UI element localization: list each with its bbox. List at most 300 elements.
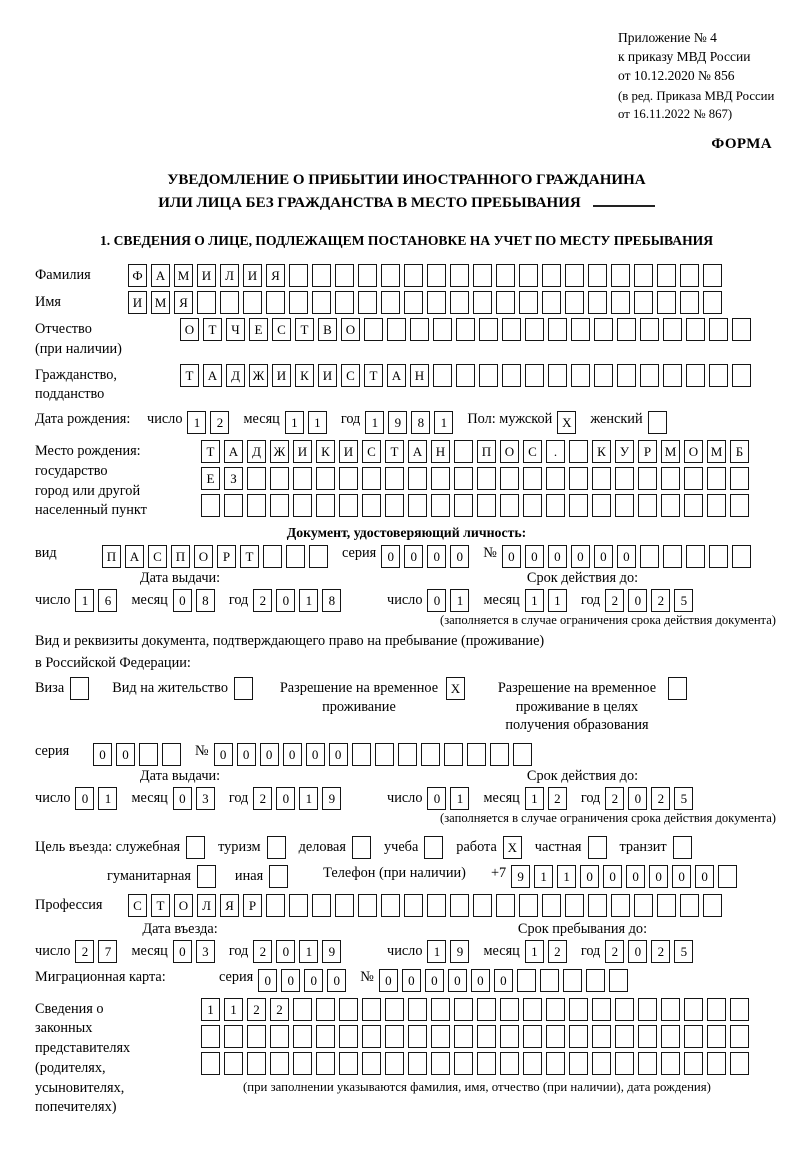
char-cell[interactable] xyxy=(477,494,496,517)
char-cell[interactable] xyxy=(730,998,749,1021)
char-cell[interactable] xyxy=(686,545,705,568)
char-cell[interactable]: О xyxy=(500,440,519,463)
char-cell[interactable] xyxy=(289,894,308,917)
char-cell[interactable]: 0 xyxy=(628,589,647,612)
char-cell[interactable]: Т xyxy=(203,318,222,341)
char-cell[interactable]: 2 xyxy=(605,589,624,612)
char-cell[interactable] xyxy=(661,1025,680,1048)
char-cell[interactable]: Л xyxy=(220,264,239,287)
char-cell[interactable]: 0 xyxy=(402,969,421,992)
char-cell[interactable]: 0 xyxy=(427,589,446,612)
char-cell[interactable] xyxy=(657,894,676,917)
char-cell[interactable] xyxy=(408,1052,427,1075)
char-cell[interactable] xyxy=(707,1052,726,1075)
char-cell[interactable] xyxy=(673,836,692,859)
char-cell[interactable] xyxy=(640,318,659,341)
char-cell[interactable] xyxy=(444,743,463,766)
char-cell[interactable] xyxy=(548,318,567,341)
char-cell[interactable]: О xyxy=(174,894,193,917)
char-cell[interactable]: М xyxy=(174,264,193,287)
char-cell[interactable] xyxy=(565,264,584,287)
char-cell[interactable] xyxy=(657,264,676,287)
char-cell[interactable] xyxy=(615,998,634,1021)
char-cell[interactable]: 0 xyxy=(525,545,544,568)
char-cell[interactable] xyxy=(404,291,423,314)
char-cell[interactable]: 0 xyxy=(649,865,668,888)
char-cell[interactable] xyxy=(408,494,427,517)
char-cell[interactable] xyxy=(293,1025,312,1048)
char-cell[interactable] xyxy=(569,998,588,1021)
char-cell[interactable]: 1 xyxy=(187,411,206,434)
char-cell[interactable] xyxy=(638,1025,657,1048)
char-cell[interactable] xyxy=(661,1052,680,1075)
char-cell[interactable]: 1 xyxy=(299,787,318,810)
char-cell[interactable]: 1 xyxy=(224,998,243,1021)
char-cell[interactable] xyxy=(732,318,751,341)
char-cell[interactable] xyxy=(312,291,331,314)
char-cell[interactable] xyxy=(546,1052,565,1075)
char-cell[interactable] xyxy=(680,291,699,314)
char-cell[interactable] xyxy=(615,1025,634,1048)
char-cell[interactable] xyxy=(502,318,521,341)
char-cell[interactable] xyxy=(732,364,751,387)
char-cell[interactable]: Т xyxy=(180,364,199,387)
char-cell[interactable]: Я xyxy=(266,264,285,287)
char-cell[interactable] xyxy=(316,998,335,1021)
char-cell[interactable] xyxy=(335,291,354,314)
char-cell[interactable] xyxy=(686,318,705,341)
char-cell[interactable] xyxy=(500,998,519,1021)
char-cell[interactable]: 1 xyxy=(285,411,304,434)
char-cell[interactable]: И xyxy=(318,364,337,387)
char-cell[interactable] xyxy=(224,494,243,517)
char-cell[interactable] xyxy=(588,836,607,859)
char-cell[interactable]: 2 xyxy=(605,787,624,810)
char-cell[interactable] xyxy=(640,545,659,568)
char-cell[interactable]: И xyxy=(293,440,312,463)
char-cell[interactable] xyxy=(362,494,381,517)
char-cell[interactable]: 0 xyxy=(594,545,613,568)
char-cell[interactable]: Я xyxy=(220,894,239,917)
char-cell[interactable] xyxy=(615,467,634,490)
char-cell[interactable]: 0 xyxy=(628,940,647,963)
char-cell[interactable] xyxy=(263,545,282,568)
char-cell[interactable] xyxy=(638,467,657,490)
char-cell[interactable]: Ф xyxy=(128,264,147,287)
char-cell[interactable]: 2 xyxy=(210,411,229,434)
char-cell[interactable]: 1 xyxy=(525,787,544,810)
char-cell[interactable]: 2 xyxy=(253,589,272,612)
char-cell[interactable]: 0 xyxy=(427,787,446,810)
char-cell[interactable] xyxy=(431,467,450,490)
char-cell[interactable]: Р xyxy=(217,545,236,568)
char-cell[interactable]: Т xyxy=(240,545,259,568)
char-cell[interactable]: 9 xyxy=(322,940,341,963)
char-cell[interactable] xyxy=(571,318,590,341)
char-cell[interactable] xyxy=(454,440,473,463)
char-cell[interactable] xyxy=(477,467,496,490)
char-cell[interactable] xyxy=(615,1052,634,1075)
char-cell[interactable] xyxy=(523,467,542,490)
char-cell[interactable]: 2 xyxy=(253,787,272,810)
char-cell[interactable]: А xyxy=(125,545,144,568)
char-cell[interactable]: И xyxy=(272,364,291,387)
char-cell[interactable] xyxy=(339,1052,358,1075)
char-cell[interactable]: 0 xyxy=(93,743,112,766)
char-cell[interactable]: А xyxy=(151,264,170,287)
char-cell[interactable]: М xyxy=(707,440,726,463)
char-cell[interactable] xyxy=(358,894,377,917)
char-cell[interactable] xyxy=(352,836,371,859)
char-cell[interactable] xyxy=(638,998,657,1021)
char-cell[interactable]: 0 xyxy=(502,545,521,568)
char-cell[interactable]: 8 xyxy=(411,411,430,434)
char-cell[interactable] xyxy=(594,364,613,387)
char-cell[interactable] xyxy=(381,291,400,314)
char-cell[interactable] xyxy=(454,1025,473,1048)
char-cell[interactable] xyxy=(267,836,286,859)
char-cell[interactable] xyxy=(454,494,473,517)
char-cell[interactable] xyxy=(309,545,328,568)
char-cell[interactable] xyxy=(546,467,565,490)
char-cell[interactable]: 1 xyxy=(534,865,553,888)
char-cell[interactable]: Ж xyxy=(249,364,268,387)
char-cell[interactable] xyxy=(247,467,266,490)
char-cell[interactable]: Т xyxy=(385,440,404,463)
char-cell[interactable] xyxy=(542,264,561,287)
char-cell[interactable]: С xyxy=(362,440,381,463)
char-cell[interactable] xyxy=(563,969,582,992)
char-cell[interactable] xyxy=(286,545,305,568)
char-cell[interactable]: 0 xyxy=(237,743,256,766)
char-cell[interactable] xyxy=(586,969,605,992)
char-cell[interactable]: 1 xyxy=(299,940,318,963)
char-cell[interactable] xyxy=(247,1025,266,1048)
char-cell[interactable]: 1 xyxy=(450,589,469,612)
char-cell[interactable]: 1 xyxy=(525,589,544,612)
char-cell[interactable] xyxy=(684,1052,703,1075)
char-cell[interactable] xyxy=(201,494,220,517)
char-cell[interactable] xyxy=(454,998,473,1021)
char-cell[interactable] xyxy=(385,1052,404,1075)
char-cell[interactable]: X xyxy=(446,677,465,700)
char-cell[interactable]: А xyxy=(387,364,406,387)
char-cell[interactable] xyxy=(611,894,630,917)
char-cell[interactable] xyxy=(709,545,728,568)
char-cell[interactable]: 0 xyxy=(258,969,277,992)
char-cell[interactable] xyxy=(592,1052,611,1075)
char-cell[interactable] xyxy=(707,1025,726,1048)
char-cell[interactable] xyxy=(201,1052,220,1075)
char-cell[interactable] xyxy=(270,467,289,490)
char-cell[interactable] xyxy=(548,364,567,387)
char-cell[interactable]: 5 xyxy=(674,589,693,612)
char-cell[interactable] xyxy=(410,318,429,341)
char-cell[interactable] xyxy=(479,318,498,341)
char-cell[interactable]: С xyxy=(523,440,542,463)
char-cell[interactable]: 8 xyxy=(196,589,215,612)
char-cell[interactable]: 1 xyxy=(434,411,453,434)
char-cell[interactable] xyxy=(312,894,331,917)
char-cell[interactable] xyxy=(542,291,561,314)
char-cell[interactable] xyxy=(381,894,400,917)
char-cell[interactable]: 0 xyxy=(329,743,348,766)
char-cell[interactable]: С xyxy=(272,318,291,341)
char-cell[interactable]: 0 xyxy=(379,969,398,992)
char-cell[interactable]: Д xyxy=(226,364,245,387)
char-cell[interactable]: 0 xyxy=(494,969,513,992)
char-cell[interactable] xyxy=(385,467,404,490)
char-cell[interactable] xyxy=(709,364,728,387)
char-cell[interactable] xyxy=(450,264,469,287)
char-cell[interactable] xyxy=(362,1052,381,1075)
char-cell[interactable]: 1 xyxy=(201,998,220,1021)
char-cell[interactable] xyxy=(540,969,559,992)
char-cell[interactable] xyxy=(316,467,335,490)
char-cell[interactable]: 1 xyxy=(557,865,576,888)
char-cell[interactable]: 1 xyxy=(308,411,327,434)
char-cell[interactable] xyxy=(477,998,496,1021)
char-cell[interactable] xyxy=(220,291,239,314)
char-cell[interactable] xyxy=(707,494,726,517)
char-cell[interactable] xyxy=(565,291,584,314)
char-cell[interactable] xyxy=(703,264,722,287)
char-cell[interactable] xyxy=(684,467,703,490)
char-cell[interactable] xyxy=(546,1025,565,1048)
char-cell[interactable] xyxy=(684,494,703,517)
char-cell[interactable] xyxy=(519,894,538,917)
char-cell[interactable]: Е xyxy=(249,318,268,341)
char-cell[interactable]: 0 xyxy=(603,865,622,888)
char-cell[interactable]: С xyxy=(148,545,167,568)
char-cell[interactable]: М xyxy=(151,291,170,314)
char-cell[interactable]: 0 xyxy=(283,743,302,766)
char-cell[interactable]: О xyxy=(194,545,213,568)
char-cell[interactable]: 0 xyxy=(75,787,94,810)
char-cell[interactable]: 1 xyxy=(548,589,567,612)
char-cell[interactable] xyxy=(364,318,383,341)
char-cell[interactable]: Е xyxy=(201,467,220,490)
char-cell[interactable] xyxy=(427,894,446,917)
char-cell[interactable]: 0 xyxy=(260,743,279,766)
char-cell[interactable]: 0 xyxy=(173,940,192,963)
char-cell[interactable] xyxy=(668,677,687,700)
char-cell[interactable]: 0 xyxy=(404,545,423,568)
char-cell[interactable] xyxy=(640,364,659,387)
char-cell[interactable]: С xyxy=(341,364,360,387)
char-cell[interactable] xyxy=(569,467,588,490)
char-cell[interactable]: О xyxy=(180,318,199,341)
char-cell[interactable] xyxy=(707,998,726,1021)
char-cell[interactable] xyxy=(431,1052,450,1075)
char-cell[interactable] xyxy=(588,291,607,314)
char-cell[interactable] xyxy=(496,894,515,917)
char-cell[interactable]: Р xyxy=(638,440,657,463)
char-cell[interactable] xyxy=(424,836,443,859)
char-cell[interactable] xyxy=(197,865,216,888)
char-cell[interactable] xyxy=(592,494,611,517)
char-cell[interactable]: 0 xyxy=(448,969,467,992)
char-cell[interactable] xyxy=(266,894,285,917)
char-cell[interactable]: 2 xyxy=(247,998,266,1021)
char-cell[interactable] xyxy=(523,1025,542,1048)
char-cell[interactable] xyxy=(592,1025,611,1048)
char-cell[interactable] xyxy=(634,291,653,314)
char-cell[interactable] xyxy=(433,318,452,341)
char-cell[interactable]: Б xyxy=(730,440,749,463)
char-cell[interactable]: 0 xyxy=(695,865,714,888)
char-cell[interactable] xyxy=(243,291,262,314)
char-cell[interactable] xyxy=(523,1052,542,1075)
char-cell[interactable] xyxy=(500,494,519,517)
char-cell[interactable] xyxy=(186,836,205,859)
char-cell[interactable] xyxy=(657,291,676,314)
char-cell[interactable]: Н xyxy=(410,364,429,387)
char-cell[interactable]: 0 xyxy=(116,743,135,766)
char-cell[interactable]: П xyxy=(171,545,190,568)
char-cell[interactable] xyxy=(335,264,354,287)
char-cell[interactable] xyxy=(316,1052,335,1075)
char-cell[interactable]: 5 xyxy=(674,787,693,810)
char-cell[interactable] xyxy=(523,998,542,1021)
char-cell[interactable] xyxy=(609,969,628,992)
char-cell[interactable]: 0 xyxy=(276,940,295,963)
char-cell[interactable]: 0 xyxy=(672,865,691,888)
char-cell[interactable] xyxy=(362,1025,381,1048)
char-cell[interactable] xyxy=(456,318,475,341)
char-cell[interactable]: К xyxy=(592,440,611,463)
char-cell[interactable] xyxy=(467,743,486,766)
char-cell[interactable]: 5 xyxy=(674,940,693,963)
char-cell[interactable]: 3 xyxy=(196,940,215,963)
char-cell[interactable]: Т xyxy=(201,440,220,463)
char-cell[interactable] xyxy=(638,494,657,517)
char-cell[interactable]: И xyxy=(128,291,147,314)
char-cell[interactable]: 0 xyxy=(580,865,599,888)
char-cell[interactable] xyxy=(197,291,216,314)
char-cell[interactable]: X xyxy=(503,836,522,859)
char-cell[interactable] xyxy=(680,894,699,917)
char-cell[interactable] xyxy=(289,264,308,287)
char-cell[interactable]: К xyxy=(295,364,314,387)
char-cell[interactable]: А xyxy=(224,440,243,463)
char-cell[interactable] xyxy=(523,494,542,517)
char-cell[interactable] xyxy=(546,998,565,1021)
char-cell[interactable] xyxy=(270,494,289,517)
char-cell[interactable]: 1 xyxy=(299,589,318,612)
char-cell[interactable]: 6 xyxy=(98,589,117,612)
char-cell[interactable] xyxy=(431,998,450,1021)
char-cell[interactable] xyxy=(408,467,427,490)
char-cell[interactable] xyxy=(525,364,544,387)
char-cell[interactable] xyxy=(571,364,590,387)
char-cell[interactable] xyxy=(546,494,565,517)
char-cell[interactable] xyxy=(293,467,312,490)
char-cell[interactable]: В xyxy=(318,318,337,341)
char-cell[interactable] xyxy=(569,1025,588,1048)
char-cell[interactable] xyxy=(709,318,728,341)
char-cell[interactable] xyxy=(661,494,680,517)
char-cell[interactable]: З xyxy=(224,467,243,490)
char-cell[interactable]: 7 xyxy=(98,940,117,963)
char-cell[interactable]: 0 xyxy=(281,969,300,992)
char-cell[interactable]: Ж xyxy=(270,440,289,463)
char-cell[interactable]: 9 xyxy=(511,865,530,888)
char-cell[interactable] xyxy=(525,318,544,341)
char-cell[interactable] xyxy=(473,264,492,287)
char-cell[interactable]: 2 xyxy=(651,940,670,963)
char-cell[interactable]: 0 xyxy=(214,743,233,766)
char-cell[interactable]: 0 xyxy=(626,865,645,888)
char-cell[interactable] xyxy=(381,264,400,287)
char-cell[interactable] xyxy=(266,291,285,314)
char-cell[interactable] xyxy=(312,264,331,287)
char-cell[interactable]: 2 xyxy=(548,940,567,963)
char-cell[interactable]: Т xyxy=(151,894,170,917)
char-cell[interactable] xyxy=(502,364,521,387)
char-cell[interactable] xyxy=(450,291,469,314)
char-cell[interactable] xyxy=(339,1025,358,1048)
char-cell[interactable] xyxy=(680,264,699,287)
char-cell[interactable] xyxy=(663,364,682,387)
char-cell[interactable]: 1 xyxy=(98,787,117,810)
char-cell[interactable] xyxy=(634,264,653,287)
char-cell[interactable] xyxy=(362,467,381,490)
char-cell[interactable] xyxy=(496,264,515,287)
char-cell[interactable] xyxy=(565,894,584,917)
char-cell[interactable]: Р xyxy=(243,894,262,917)
char-cell[interactable]: А xyxy=(408,440,427,463)
char-cell[interactable]: П xyxy=(477,440,496,463)
char-cell[interactable] xyxy=(569,440,588,463)
char-cell[interactable]: 0 xyxy=(427,545,446,568)
char-cell[interactable] xyxy=(473,291,492,314)
char-cell[interactable]: А xyxy=(203,364,222,387)
char-cell[interactable]: И xyxy=(197,264,216,287)
char-cell[interactable] xyxy=(408,998,427,1021)
char-cell[interactable] xyxy=(730,1025,749,1048)
char-cell[interactable] xyxy=(404,894,423,917)
char-cell[interactable] xyxy=(316,494,335,517)
char-cell[interactable]: 0 xyxy=(381,545,400,568)
char-cell[interactable] xyxy=(269,865,288,888)
char-cell[interactable] xyxy=(732,545,751,568)
char-cell[interactable] xyxy=(569,1052,588,1075)
char-cell[interactable]: 2 xyxy=(75,940,94,963)
char-cell[interactable] xyxy=(335,894,354,917)
char-cell[interactable] xyxy=(234,677,253,700)
char-cell[interactable] xyxy=(139,743,158,766)
char-cell[interactable]: 1 xyxy=(75,589,94,612)
char-cell[interactable] xyxy=(519,291,538,314)
char-cell[interactable]: Я xyxy=(174,291,193,314)
char-cell[interactable]: 1 xyxy=(427,940,446,963)
char-cell[interactable] xyxy=(456,364,475,387)
char-cell[interactable]: О xyxy=(684,440,703,463)
char-cell[interactable] xyxy=(594,318,613,341)
char-cell[interactable] xyxy=(684,998,703,1021)
char-cell[interactable]: 0 xyxy=(450,545,469,568)
char-cell[interactable] xyxy=(730,467,749,490)
char-cell[interactable] xyxy=(70,677,89,700)
char-cell[interactable] xyxy=(316,1025,335,1048)
char-cell[interactable] xyxy=(479,364,498,387)
char-cell[interactable]: 8 xyxy=(322,589,341,612)
char-cell[interactable]: 2 xyxy=(548,787,567,810)
char-cell[interactable] xyxy=(339,467,358,490)
char-cell[interactable] xyxy=(473,894,492,917)
char-cell[interactable]: И xyxy=(339,440,358,463)
